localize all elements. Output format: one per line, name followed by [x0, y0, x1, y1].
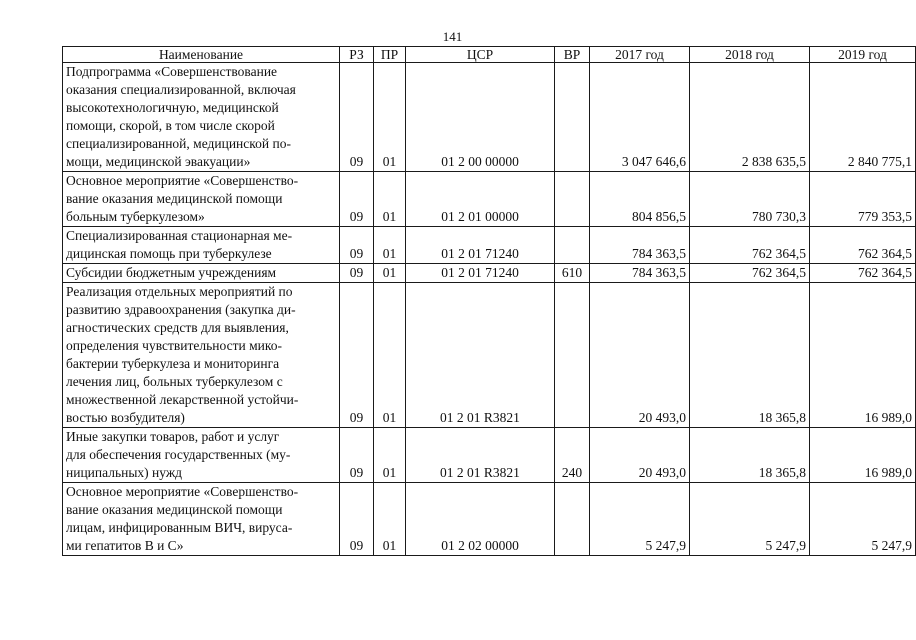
header-name: Наименование	[63, 47, 340, 63]
row-2018: 18 365,8	[690, 428, 810, 483]
row-2018: 780 730,3	[690, 172, 810, 227]
row-2017: 784 363,5	[590, 227, 690, 264]
header-pr: ПР	[374, 47, 406, 63]
row-2017: 20 493,0	[590, 428, 690, 483]
table-row	[63, 227, 916, 264]
row-2018: 18 365,8	[690, 283, 810, 428]
row-2017: 784 363,5	[590, 264, 690, 283]
header-csr: ЦСР	[406, 47, 555, 63]
row-name: Специализированная стационарная ме- дицинская помощь при туберкулезе	[63, 227, 340, 264]
row-name: Подпрограмма «Совершенствование оказания специализированной, включая высокотехнологичную, медицинской помощи, скорой, в том числе скорой специализированной, медицинской по- мощи, медицинской эвакуации»	[63, 63, 340, 172]
row-2019: 2 840 775,1	[810, 63, 916, 172]
row-csr: 01 2 01 R3821	[406, 428, 555, 483]
row-csr: 01 2 01 71240	[406, 264, 555, 283]
row-2018: 5 247,9	[690, 483, 810, 556]
row-rz: 09	[340, 172, 374, 227]
page-number: 141	[442, 29, 463, 44]
row-2019: 5 247,9	[810, 483, 916, 556]
header-2019: 2019 год	[810, 47, 916, 63]
row-2019: 762 364,5	[810, 227, 916, 264]
row-2019: 16 989,0	[810, 283, 916, 428]
table-row	[63, 172, 916, 227]
row-vr	[555, 227, 590, 264]
row-vr	[555, 172, 590, 227]
row-name: Субсидии бюджетным учреждениям	[63, 264, 340, 283]
header-vr: ВР	[555, 47, 590, 63]
row-csr: 01 2 02 00000	[406, 483, 555, 556]
row-pr: 01	[374, 264, 406, 283]
row-rz: 09	[340, 428, 374, 483]
row-2019: 16 989,0	[810, 428, 916, 483]
budget-table	[62, 46, 916, 556]
row-2018: 762 364,5	[690, 227, 810, 264]
row-2019: 779 353,5	[810, 172, 916, 227]
row-rz: 09	[340, 63, 374, 172]
row-2017: 3 047 646,6	[590, 63, 690, 172]
row-2019: 762 364,5	[810, 264, 916, 283]
row-2017: 5 247,9	[590, 483, 690, 556]
row-vr	[555, 283, 590, 428]
row-pr: 01	[374, 283, 406, 428]
row-csr: 01 2 01 R3821	[406, 283, 555, 428]
table-header-row	[63, 47, 916, 63]
table-row	[63, 483, 916, 556]
row-rz: 09	[340, 227, 374, 264]
row-rz: 09	[340, 264, 374, 283]
row-vr: 610	[555, 264, 590, 283]
table-row	[63, 264, 916, 283]
row-2017: 804 856,5	[590, 172, 690, 227]
row-csr: 01 2 01 00000	[406, 172, 555, 227]
row-name: Основное мероприятие «Совершенство- вание оказания медицинской помощи больным туберкулезом»	[63, 172, 340, 227]
row-pr: 01	[374, 428, 406, 483]
header-2017: 2017 год	[590, 47, 690, 63]
row-name: Иные закупки товаров, работ и услуг для обеспечения государственных (му- ниципальных) нужд	[63, 428, 340, 483]
row-name: Основное мероприятие «Совершенство- вание оказания медицинской помощи лицам, инфицированным ВИЧ, вируса- ми гепатитов В и С»	[63, 483, 340, 556]
row-2018: 762 364,5	[690, 264, 810, 283]
row-vr	[555, 63, 590, 172]
row-vr: 240	[555, 428, 590, 483]
row-pr: 01	[374, 483, 406, 556]
table-row	[63, 283, 916, 428]
row-vr	[555, 483, 590, 556]
row-csr: 01 2 00 00000	[406, 63, 555, 172]
row-pr: 01	[374, 227, 406, 264]
table-row	[63, 428, 916, 483]
row-name: Реализация отдельных мероприятий по развитию здравоохранения (закупка ди- агностических средств для выявления, определения чувствительности мико- бактерии туберкулеза и мониторинга лечения лиц, больных туберкулезом с множественной лекарственной устойчи- востью возбудителя)	[63, 283, 340, 428]
header-2018: 2018 год	[690, 47, 810, 63]
table-row	[63, 63, 916, 172]
row-rz: 09	[340, 483, 374, 556]
row-2017: 20 493,0	[590, 283, 690, 428]
row-rz: 09	[340, 283, 374, 428]
row-csr: 01 2 01 71240	[406, 227, 555, 264]
row-2018: 2 838 635,5	[690, 63, 810, 172]
row-pr: 01	[374, 63, 406, 172]
row-pr: 01	[374, 172, 406, 227]
header-rz: РЗ	[340, 47, 374, 63]
